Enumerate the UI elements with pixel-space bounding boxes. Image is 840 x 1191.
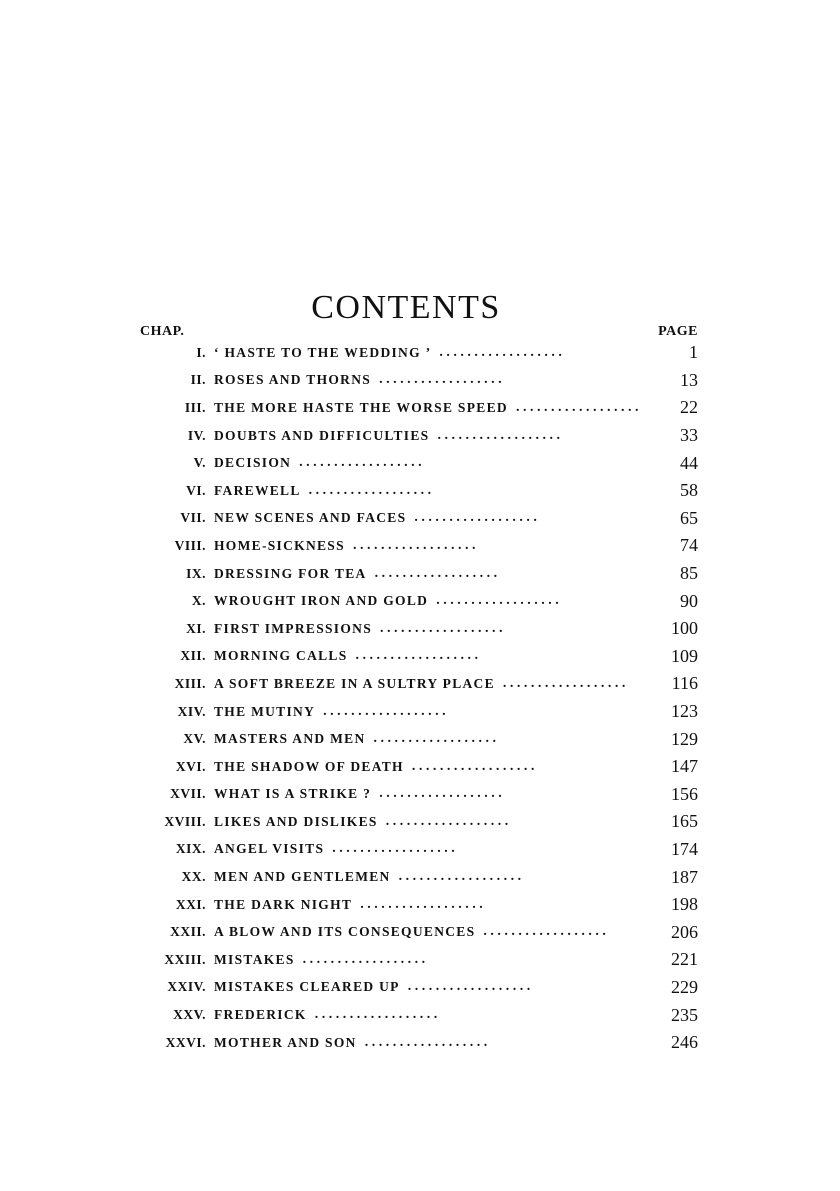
- dot-leader: . . . . . . . . . . . . . . . . . .: [515, 399, 639, 415]
- toc-entry: [140, 367, 700, 395]
- chapter-number: III.: [184, 399, 206, 415]
- chapter-number: XIX.: [175, 841, 206, 857]
- page-number: 22: [680, 397, 698, 418]
- dot-leader: . . . . . . . . . . . . . . . . . .: [398, 869, 522, 885]
- chapter-title: MISTAKES CLEARED UP: [214, 979, 400, 995]
- chapter-number: XII.: [180, 648, 206, 664]
- chapter-number: XIII.: [174, 675, 206, 691]
- toc-entry: [140, 974, 700, 1002]
- toc-entry: [140, 918, 700, 946]
- chapter-title: ANGEL VISITS: [214, 841, 325, 857]
- chapter-title: DOUBTS AND DIFFICULTIES: [214, 427, 430, 443]
- chapter-title: FREDERICK: [214, 1007, 307, 1023]
- chapter-number: I.: [196, 344, 206, 360]
- page-number: 246: [671, 1032, 698, 1053]
- dot-leader: . . . . . . . . . . . . . . . . . .: [374, 565, 498, 581]
- chapter-title: ‘ HASTE TO THE WEDDING ’: [214, 344, 432, 360]
- chapter-title: MORNING CALLS: [214, 648, 348, 664]
- toc-entry: [140, 422, 700, 450]
- chapter-number: XXV.: [173, 1007, 206, 1023]
- dot-leader: . . . . . . . . . . . . . . . . . .: [379, 372, 502, 388]
- page-number: 221: [671, 949, 698, 970]
- page-number: 198: [671, 894, 698, 915]
- page-number: 33: [680, 425, 698, 446]
- dot-leader: . . . . . . . . . . . . . . . . . .: [436, 593, 559, 609]
- toc-entry: [140, 698, 700, 726]
- dot-leader: . . . . . . . . . . . . . . . . . .: [323, 703, 446, 719]
- page-number: 44: [680, 452, 698, 473]
- dot-leader: . . . . . . . . . . . . . . . . . .: [314, 1007, 438, 1023]
- chapter-number: XVI.: [175, 758, 206, 774]
- toc-entry: [140, 505, 700, 533]
- page-number: 1: [689, 342, 698, 363]
- chapter-title: THE MUTINY: [214, 703, 316, 719]
- chapter-number: VIII.: [174, 537, 206, 553]
- toc-entry: [140, 1029, 700, 1057]
- chapter-title: MASTERS AND MEN: [214, 731, 366, 747]
- chapter-title: THE SHADOW OF DEATH: [214, 758, 404, 774]
- dot-leader: . . . . . . . . . . . . . . . . . .: [414, 510, 537, 526]
- page-column-header: PAGE: [658, 324, 698, 339]
- dot-leader: . . . . . . . . . . . . . . . . . .: [380, 620, 503, 636]
- page-number: 85: [680, 563, 698, 584]
- page-number: 229: [671, 976, 698, 997]
- chapter-title: MISTAKES: [214, 951, 295, 967]
- chapter-number: XVII.: [170, 786, 206, 802]
- dot-leader: . . . . . . . . . . . . . . . . . .: [373, 731, 497, 747]
- chapter-number: IV.: [187, 427, 206, 443]
- page-number: 156: [671, 783, 698, 804]
- chapter-number: X.: [191, 593, 206, 609]
- dot-leader: . . . . . . . . . . . . . . . . . .: [355, 648, 479, 664]
- dot-leader: . . . . . . . . . . . . . . . . . .: [411, 758, 535, 774]
- toc-entry: [140, 394, 700, 422]
- chapter-title: A BLOW AND ITS CONSEQUENCES: [214, 924, 476, 940]
- page-number: 174: [671, 838, 698, 859]
- page-number: 13: [680, 369, 698, 390]
- toc-entry: [140, 449, 700, 477]
- chapter-number: XIV.: [177, 703, 206, 719]
- chapter-title: MOTHER AND SON: [214, 1034, 357, 1050]
- chapter-title: THE MORE HASTE THE WORSE SPEED: [214, 399, 508, 415]
- dot-leader: . . . . . . . . . . . . . . . . . .: [364, 1034, 488, 1050]
- page-number: 235: [671, 1004, 698, 1025]
- dot-leader: . . . . . . . . . . . . . . . . . .: [379, 786, 502, 802]
- toc-entry: [140, 560, 700, 588]
- page-number: 100: [671, 618, 698, 639]
- chapter-number: VII.: [180, 510, 206, 526]
- dot-leader: . . . . . . . . . . . . . . . . . .: [299, 455, 422, 471]
- page-number: 129: [671, 728, 698, 749]
- chapter-number: XI.: [186, 620, 206, 636]
- dot-leader: . . . . . . . . . . . . . . . . . .: [360, 896, 483, 912]
- toc-entry: [140, 643, 700, 671]
- toc-entry: [140, 808, 700, 836]
- page-number: 90: [680, 590, 698, 611]
- chapter-number: XXII.: [170, 924, 206, 940]
- toc-entry: [140, 1001, 700, 1029]
- chapter-title: A SOFT BREEZE IN A SULTRY PLACE: [214, 675, 495, 691]
- chapter-title: LIKES AND DISLIKES: [214, 813, 378, 829]
- table-of-contents: [140, 339, 700, 1056]
- page-number: 116: [671, 673, 698, 694]
- toc-entry: [140, 532, 700, 560]
- toc-entry: [140, 477, 700, 505]
- toc-entry: [140, 946, 700, 974]
- page-number: 65: [680, 507, 698, 528]
- chapter-title: FIRST IMPRESSIONS: [214, 620, 373, 636]
- chapter-title: DRESSING FOR TEA: [214, 565, 367, 581]
- toc-entry: [140, 891, 700, 919]
- dot-leader: . . . . . . . . . . . . . . . . . .: [483, 924, 606, 940]
- chapter-number: XX.: [181, 869, 206, 885]
- chapter-title: HOME-SICKNESS: [214, 537, 345, 553]
- page-number: 109: [671, 645, 698, 666]
- page-number: 147: [671, 756, 698, 777]
- chapter-number: IX.: [186, 565, 206, 581]
- dot-leader: . . . . . . . . . . . . . . . . . .: [437, 427, 560, 443]
- dot-leader: . . . . . . . . . . . . . . . . . .: [308, 482, 432, 498]
- dot-leader: . . . . . . . . . . . . . . . . . .: [332, 841, 455, 857]
- chapter-title: ROSES AND THORNS: [214, 372, 372, 388]
- dot-leader: . . . . . . . . . . . . . . . . . .: [502, 675, 626, 691]
- toc-entry: [140, 863, 700, 891]
- chapter-number: XXIV.: [167, 979, 206, 995]
- chapter-number: VI.: [186, 482, 206, 498]
- chapter-title: NEW SCENES AND FACES: [214, 510, 407, 526]
- dot-leader: . . . . . . . . . . . . . . . . . .: [407, 979, 531, 995]
- toc-entry: [140, 753, 700, 781]
- page-number: 58: [680, 480, 698, 501]
- dot-leader: . . . . . . . . . . . . . . . . . .: [439, 344, 562, 360]
- chapter-title: WROUGHT IRON AND GOLD: [214, 593, 429, 609]
- page-number: 165: [671, 811, 698, 832]
- chapter-number: II.: [190, 372, 206, 388]
- chapter-number: V.: [193, 455, 206, 471]
- toc-entry: [140, 615, 700, 643]
- chapter-column-header: CHAP.: [140, 324, 185, 339]
- toc-entry: [140, 339, 700, 367]
- dot-leader: . . . . . . . . . . . . . . . . . .: [302, 951, 426, 967]
- page-number: 123: [671, 701, 698, 722]
- chapter-number: XV.: [183, 731, 206, 747]
- chapter-title: WHAT IS A STRIKE ?: [214, 786, 372, 802]
- toc-entry: [140, 670, 700, 698]
- page-number: 206: [671, 921, 698, 942]
- chapter-title: DECISION: [214, 455, 292, 471]
- chapter-title: THE DARK NIGHT: [214, 896, 353, 912]
- toc-entry: [140, 836, 700, 864]
- chapter-title: MEN AND GENTLEMEN: [214, 869, 391, 885]
- toc-entry: [140, 587, 700, 615]
- chapter-number: XXVI.: [165, 1034, 206, 1050]
- chapter-title: FAREWELL: [214, 482, 301, 498]
- page-number: 187: [671, 866, 698, 887]
- chapter-number: XXIII.: [164, 951, 206, 967]
- page-number: 74: [680, 535, 698, 556]
- toc-entry: [140, 781, 700, 809]
- toc-entry: [140, 725, 700, 753]
- page-title: CONTENTS: [311, 288, 501, 326]
- chapter-number: XVIII.: [164, 813, 206, 829]
- chapter-number: XXI.: [175, 896, 206, 912]
- dot-leader: . . . . . . . . . . . . . . . . . .: [352, 537, 476, 553]
- dot-leader: . . . . . . . . . . . . . . . . . .: [385, 813, 509, 829]
